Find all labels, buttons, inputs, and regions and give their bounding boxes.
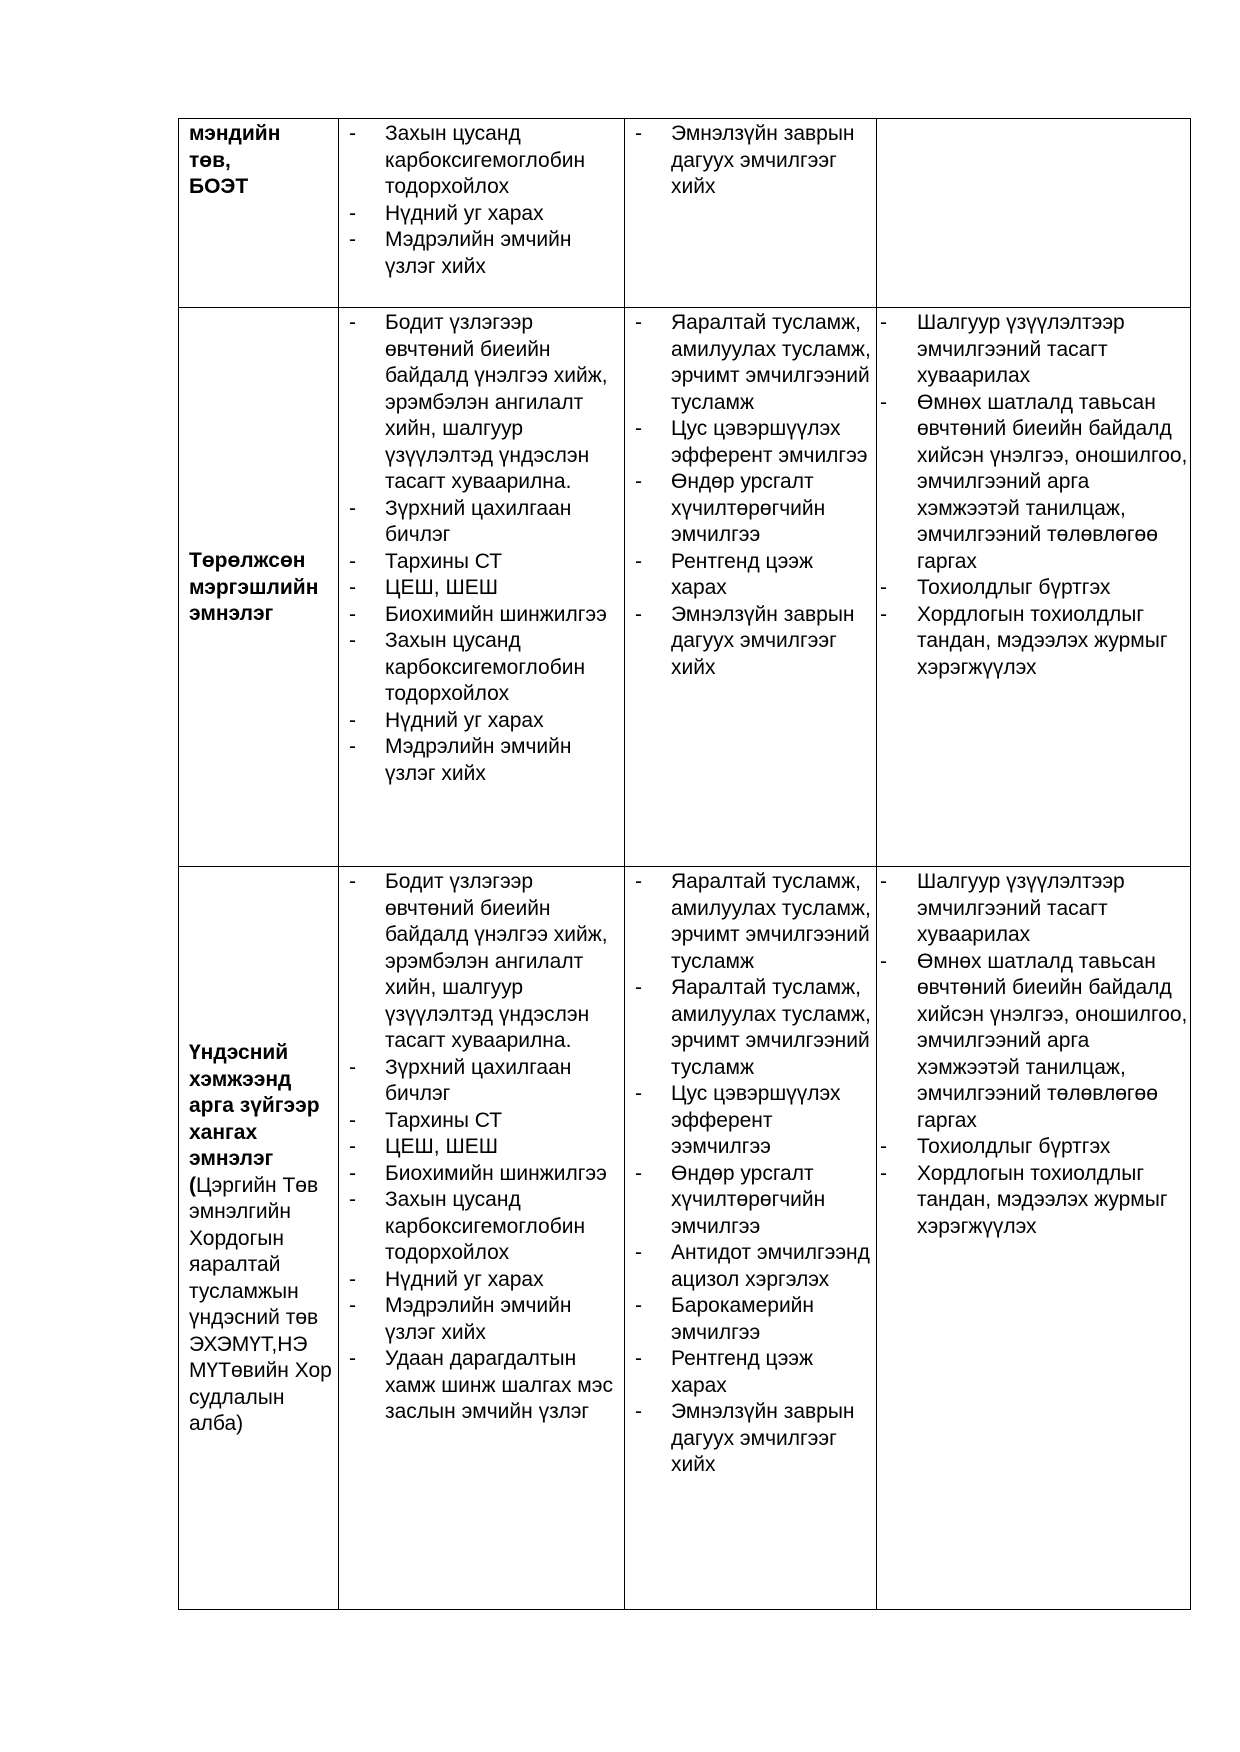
diagnostics-list: [339, 867, 624, 1426]
list-item: - Яаралтай тусламж, амилуулах тусламж, эрчимт эмчилгээний тусламж: [625, 310, 874, 416]
list-item: - Мэдрэлийн эмчийн үзлэг хийх: [339, 1293, 622, 1346]
list-item: - Шалгуур үзүүлэлтээр эмчилгээний тасагт хуваарилах: [877, 310, 1188, 390]
treatment-list: [625, 308, 876, 681]
management-list: [877, 308, 1190, 681]
list-item: - Эмнэлзүйн заврын дагуух эмчилгээг хийх: [625, 602, 874, 682]
level-name: Төрөлжсөн мэргэшлийн эмнэлэг: [189, 549, 319, 626]
list-item: - Хордлогын тохиолдлыг тандан, мэдээлэх журмыг хэрэгжүүлэх: [877, 602, 1188, 682]
level-note: Цэргийн Төв эмнэлгийн Хордогын яаралтай тусламжын үндэсний төв ЭХЭМҮТ,НЭ МҮТөвийн Хор судлалын алба): [189, 1173, 332, 1436]
list-item: - Зүрхний цахилгаан бичлэг: [339, 1055, 622, 1108]
level-name: мэндийн төв, БОЭТ: [189, 122, 281, 198]
table-row: [179, 867, 1191, 1610]
diagnostics-cell: [339, 867, 625, 1610]
list-item: - Цус цэвэршүүлэх эфферент эмчилгээ: [625, 416, 874, 469]
diagnostics-cell: [339, 119, 625, 308]
list-item: - Биохимийн шинжилгээ: [339, 602, 622, 629]
list-item: - Захын цусанд карбоксигемоглобин тодорхойлох: [339, 628, 622, 708]
list-item: - Нүдний уг харах: [339, 1267, 622, 1294]
treatment-list: [625, 867, 876, 1479]
list-item: - Захын цусанд карбоксигемоглобин тодорхойлох: [339, 121, 622, 201]
diagnostics-list: [339, 308, 624, 787]
list-item: - Нүдний уг харах: [339, 708, 622, 735]
diagnostics-list: [339, 119, 624, 280]
list-item: - Тохиолдлыг бүртгэх: [877, 1134, 1188, 1161]
management-list: [877, 119, 1190, 121]
list-item: - Өндөр урсгалт хүчилтөрөгчийн эмчилгээ: [625, 1161, 874, 1241]
list-item: - Тархины СТ: [339, 1108, 622, 1135]
management-cell: [877, 119, 1191, 308]
list-item: - Захын цусанд карбоксигемоглобин тодорхойлох: [339, 1187, 622, 1267]
management-cell: [877, 867, 1191, 1610]
management-list: [877, 867, 1190, 1240]
list-item: - Өмнөх шатлалд тавьсан өвчтөний биеийн байдалд хийсэн үнэлгээ, оношилгоо, эмчилгээний арга хэмжээтэй танилцаж, эмчилгээний төлөвлөгөө гаргах: [877, 949, 1188, 1135]
list-item: - Зүрхний цахилгаан бичлэг: [339, 496, 622, 549]
list-item: - Рентгенд цээж харах: [625, 549, 874, 602]
list-item: - Хордлогын тохиолдлыг тандан, мэдээлэх журмыг хэрэгжүүлэх: [877, 1161, 1188, 1241]
level-cell: [179, 308, 339, 867]
list-item: - ЦЕШ, ШЕШ: [339, 575, 622, 602]
list-item: - Яаралтай тусламж, амилуулах тусламж, эрчимт эмчилгээний тусламж: [625, 869, 874, 975]
level-cell: [179, 119, 339, 308]
list-item: - ЦЕШ, ШЕШ: [339, 1134, 622, 1161]
list-item: - Эмнэлзүйн заврын дагуух эмчилгээг хийх: [625, 1399, 874, 1479]
list-item: - Биохимийн шинжилгээ: [339, 1161, 622, 1188]
list-item: - Мэдрэлийн эмчийн үзлэг хийх: [339, 734, 622, 787]
list-item: - Мэдрэлийн эмчийн үзлэг хийх: [339, 227, 622, 280]
treatment-list: [625, 119, 876, 201]
list-item: - Бодит үзлэгээр өвчтөний биеийн байдалд үнэлгээ хийж, эрэмбэлэн ангилалт хийн, шалгуур үзүүлэлтэд үндэслэн тасагт хуваарилна.: [339, 869, 622, 1055]
care-level-table: [178, 118, 1191, 1610]
management-cell: [877, 308, 1191, 867]
list-item: - Өмнөх шатлалд тавьсан өвчтөний биеийн байдалд хийсэн үнэлгээ, оношилгоо, эмчилгээний арга хэмжээтэй танилцаж, эмчилгээний төлөвлөгөө гаргах: [877, 390, 1188, 576]
table-row: [179, 308, 1191, 867]
list-item: - Яаралтай тусламж, амилуулах тусламж, эрчимт эмчилгээний тусламж: [625, 975, 874, 1081]
list-item: - Өндөр урсгалт хүчилтөрөгчийн эмчилгээ: [625, 469, 874, 549]
list-item: - Цус цэвэршүүлэх эфферент ээмчилгээ: [625, 1081, 874, 1161]
list-item: - Нүдний уг харах: [339, 201, 622, 228]
list-item: - Рентгенд цээж харах: [625, 1346, 874, 1399]
list-item: - Шалгуур үзүүлэлтээр эмчилгээний тасагт хуваарилах: [877, 869, 1188, 949]
diagnostics-cell: [339, 308, 625, 867]
list-item: - Бодит үзлэгээр өвчтөний биеийн байдалд үнэлгээ хийж, эрэмбэлэн ангилалт хийн, шалгуур үзүүлэлтэд үндэслэн тасагт хуваарилна.: [339, 310, 622, 496]
list-item: - Антидот эмчилгээнд ацизол хэргэлэх: [625, 1240, 874, 1293]
list-item: - Барокамерийн эмчилгээ: [625, 1293, 874, 1346]
level-name: Үндэсний хэмжээнд арга зүйгээр хангах эмнэлэг (: [189, 1041, 320, 1197]
list-item: - Удаан дарагдалтын хамж шинж шалгах мэс заслын эмчийн үзлэг: [339, 1346, 622, 1426]
list-item: - Эмнэлзүйн заврын дагуух эмчилгээг хийх: [625, 121, 874, 201]
level-cell: [179, 867, 339, 1610]
table-row: [179, 119, 1191, 308]
treatment-cell: [625, 119, 877, 308]
treatment-cell: [625, 308, 877, 867]
treatment-cell: [625, 867, 877, 1610]
list-item: - Тохиолдлыг бүртгэх: [877, 575, 1188, 602]
list-item: - Тархины СТ: [339, 549, 622, 576]
